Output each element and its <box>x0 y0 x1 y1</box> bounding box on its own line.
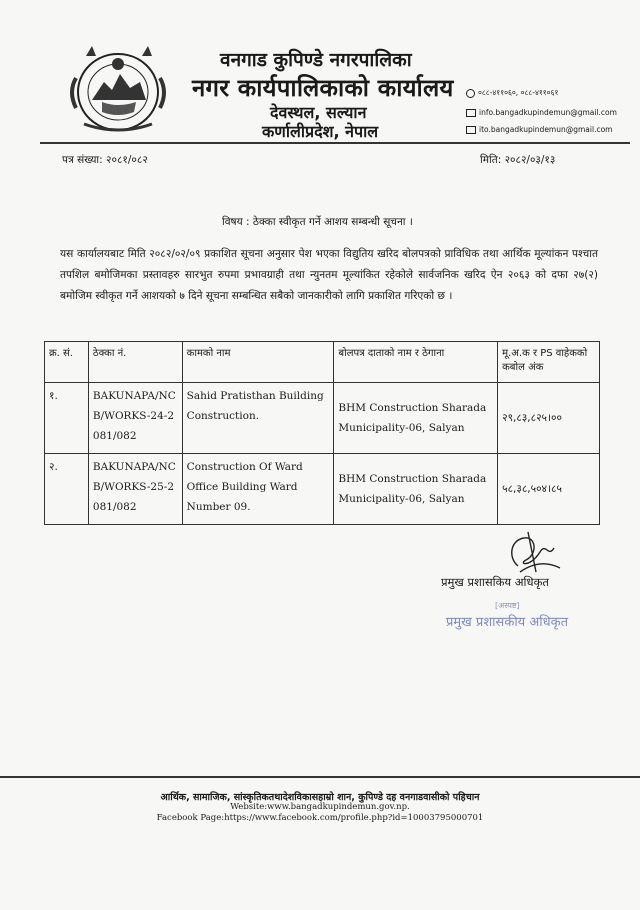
notice-subject: विषय : ठेक्का स्वीकृत गर्ने आशय सम्बन्धी सूचना । <box>222 216 413 228</box>
row-sn: २. <box>45 454 89 525</box>
phone-number: ०८८-४११०६०, ०८८-४११०६१ <box>478 88 559 97</box>
signatory-title: प्रमुख प्रशासकिय अधिकृत <box>441 575 549 589</box>
contact-phone <box>466 88 558 98</box>
row-amount: ५८,३८,५०४।८५ <box>498 454 600 525</box>
row-contract-no: BAKUNAPA/NCB/WORKS-25-2081/082 <box>88 454 182 525</box>
email-address-2: ito.bangadkupindemun@gmail.com <box>479 125 613 134</box>
header-amount: मू.अ.क र PS वाहेकको कबोल अंक <box>498 342 600 383</box>
email-address-1: info.bangadkupindemun@gmail.com <box>479 108 617 117</box>
contract-award-table <box>44 341 600 525</box>
letter-date <box>480 153 555 167</box>
mail-icon <box>466 109 476 117</box>
row-work-name: Sahid Pratisthan Building Construction. <box>182 383 334 454</box>
office-name: नगर कार्यपालिकाको कार्यालय <box>192 74 454 102</box>
contact-email-2 <box>466 125 612 134</box>
header-sn: क्र. सं. <box>45 342 89 383</box>
letter-number <box>62 153 148 167</box>
stamp-officer-name: [अस्पष्ट] <box>495 601 520 610</box>
letter-number-label: पत्र संख्या: <box>62 154 103 166</box>
header-contract-no: ठेक्का नं. <box>88 342 182 383</box>
row-sn: १. <box>45 383 89 454</box>
table-row <box>45 383 600 454</box>
footer-divider <box>0 776 640 778</box>
footer-facebook: Facebook Page:https://www.facebook.com/profile.php?id=100037950007​01 <box>156 813 484 823</box>
letter-number-value: २०८१/०८२ <box>106 154 148 166</box>
stamp-officer-title: प्रमुख प्रशासकीय अधिकृत <box>446 615 569 630</box>
row-contract-no: BAKUNAPA/NCB/WORKS-24-2081/082 <box>88 383 182 454</box>
table-header-row <box>45 342 600 383</box>
header-work-name: कामको नाम <box>182 342 334 383</box>
office-province: कर्णालीप्रदेश, नेपाल <box>262 122 379 141</box>
mail-icon <box>466 126 476 134</box>
row-bidder: BHM Construction Sharada Municipality-06, Salyan <box>334 383 498 454</box>
office-address: देवस्थल, सल्यान <box>270 103 367 122</box>
row-bidder: BHM Construction Sharada Municipality-06, Salyan <box>334 454 498 525</box>
footer-motto: आर्थिक, सामाजिक, सांस्कृतिकतथादेशविकासहाम्रो शान, कुपिण्डे दह वनगाडवासीको पहिचान <box>160 792 480 803</box>
notice-body: यस कार्यालयबाट मिति २०८२/०२/०९ प्रकाशित सूचना अनुसार पेश भएका विद्युतिय खरिद बोलपत्रको प्राविधिक तथा आर्थिक मूल्यांकन पश्चात तपशिल बमोजिमका प्रस्तावहरु सारभुत रुपमा प्रभावग्राही तथा न्युनतम मूल्यांकित रहेकोले सार्वजनिक खरिद ऐन २०६३ को दफा २७(२) बमोजिम स्वीकृत गर्ने आशयको ७ दिने सूचना सम्बन्धित सबैको जानकारीको लागि प्रकाशित गरिएको छ । <box>60 248 598 303</box>
phone-icon <box>466 89 475 98</box>
signature-mark <box>500 528 570 578</box>
letter-date-label: मिति: <box>480 154 502 166</box>
table-row <box>45 454 600 525</box>
header-bidder: बोलपत्र दाताको नाम र ठेगाना <box>334 342 498 383</box>
row-amount: २९,८३,८२५।०० <box>498 383 600 454</box>
header-divider <box>40 142 630 144</box>
nepal-government-emblem-icon <box>62 38 174 138</box>
row-work-name: Construction Of Ward Office Building Ward Number 09. <box>182 454 334 525</box>
letter-date-value: २०८२/०३/१३ <box>504 154 556 166</box>
footer-website: Website:www.bangadkupindemun.gov.np. <box>230 802 410 812</box>
contact-email-1 <box>466 108 617 117</box>
municipality-name: वनगाड कुपिण्डे नगरपालिका <box>220 49 412 71</box>
